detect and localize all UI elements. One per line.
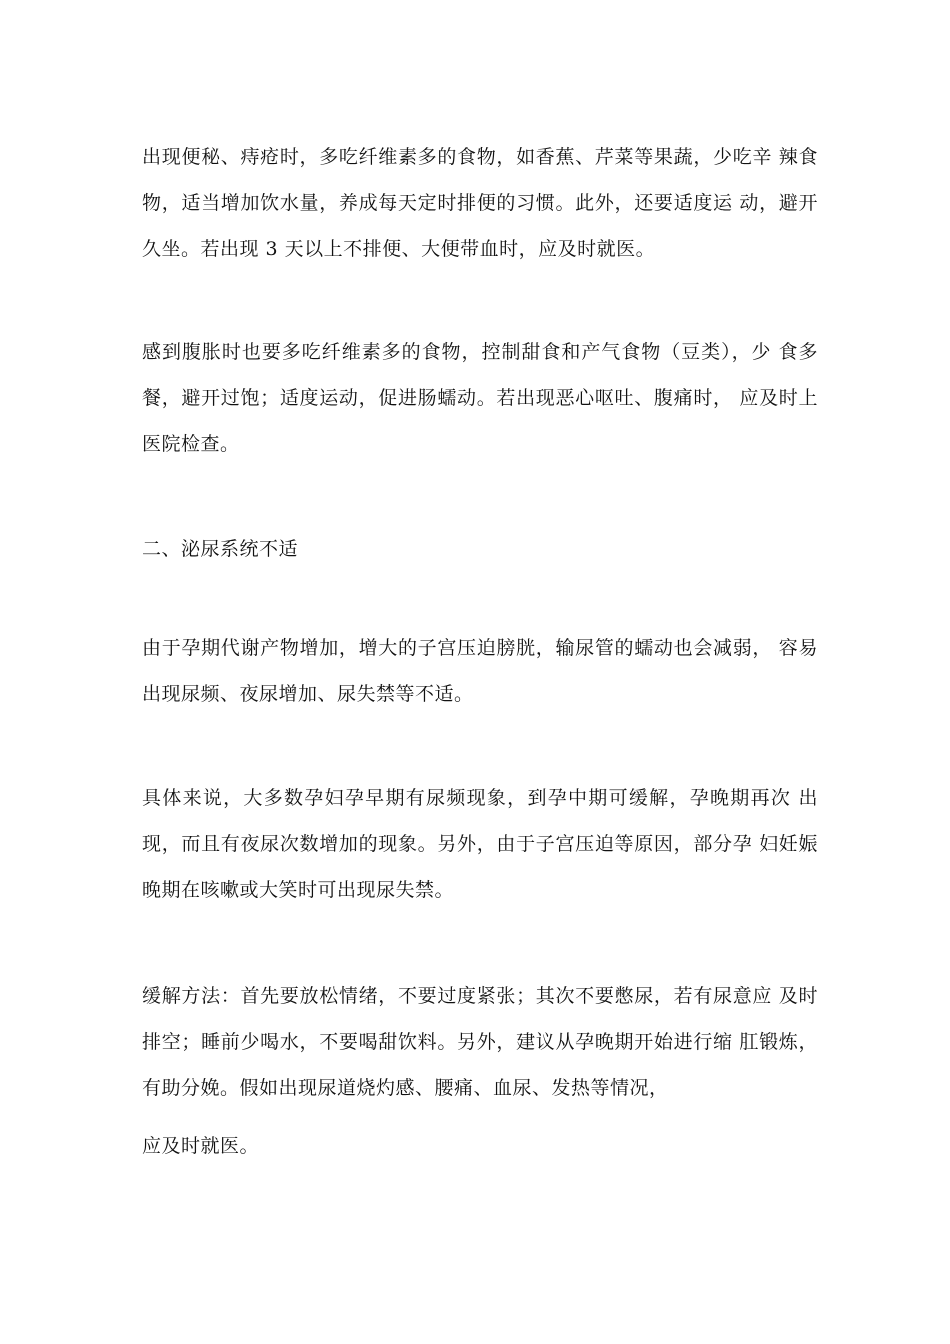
section-heading-urinary: 二、泌尿系统不适	[142, 538, 299, 560]
paragraph-bloating: 感到腹胀时也要多吃纤维素多的食物，控制甜食和产气食物（豆类），少 食多餐，避开过饱；适度运动，促进肠蠕动。若出现恶心呕吐、腹痛时， 应及时上医院检查。	[142, 341, 818, 455]
paragraph-urinary-details: 具体来说，大多数孕妇孕早期有尿频现象，到孕中期可缓解，孕晚期再次 出现，而且有夜尿次数增加的现象。另外，由于子宫压迫等原因，部分孕 妇妊娠晚期在咳嗽或大笑时可出现尿失禁。	[142, 787, 818, 901]
paragraph-seek-medical-care: 应及时就医。	[142, 1135, 260, 1157]
paragraph-constipation-hemorrhoids: 出现便秘、痔疮时，多吃纤维素多的食物，如香蕉、芹菜等果蔬，少吃辛 辣食物，适当增加饮水量，养成每天定时排便的习惯。此外，还要适度运 动，避开久坐。若出现 3 天以上不排便、大便带血时，应及时就医。	[142, 146, 818, 260]
paragraph-relief-methods: 缓解方法：首先要放松情绪，不要过度紧张；其次不要憋尿，若有尿意应 及时排空；睡前少喝水，不要喝甜饮料。另外，建议从孕晚期开始进行缩 肛锻炼，有助分娩。假如出现尿道烧灼感、腰痛、血尿、发热等情况，	[142, 985, 818, 1099]
paragraph-urinary-causes: 由于孕期代谢产物增加，增大的子宫压迫膀胱，输尿管的蠕动也会减弱， 容易出现尿频、夜尿增加、尿失禁等不适。	[142, 637, 818, 705]
